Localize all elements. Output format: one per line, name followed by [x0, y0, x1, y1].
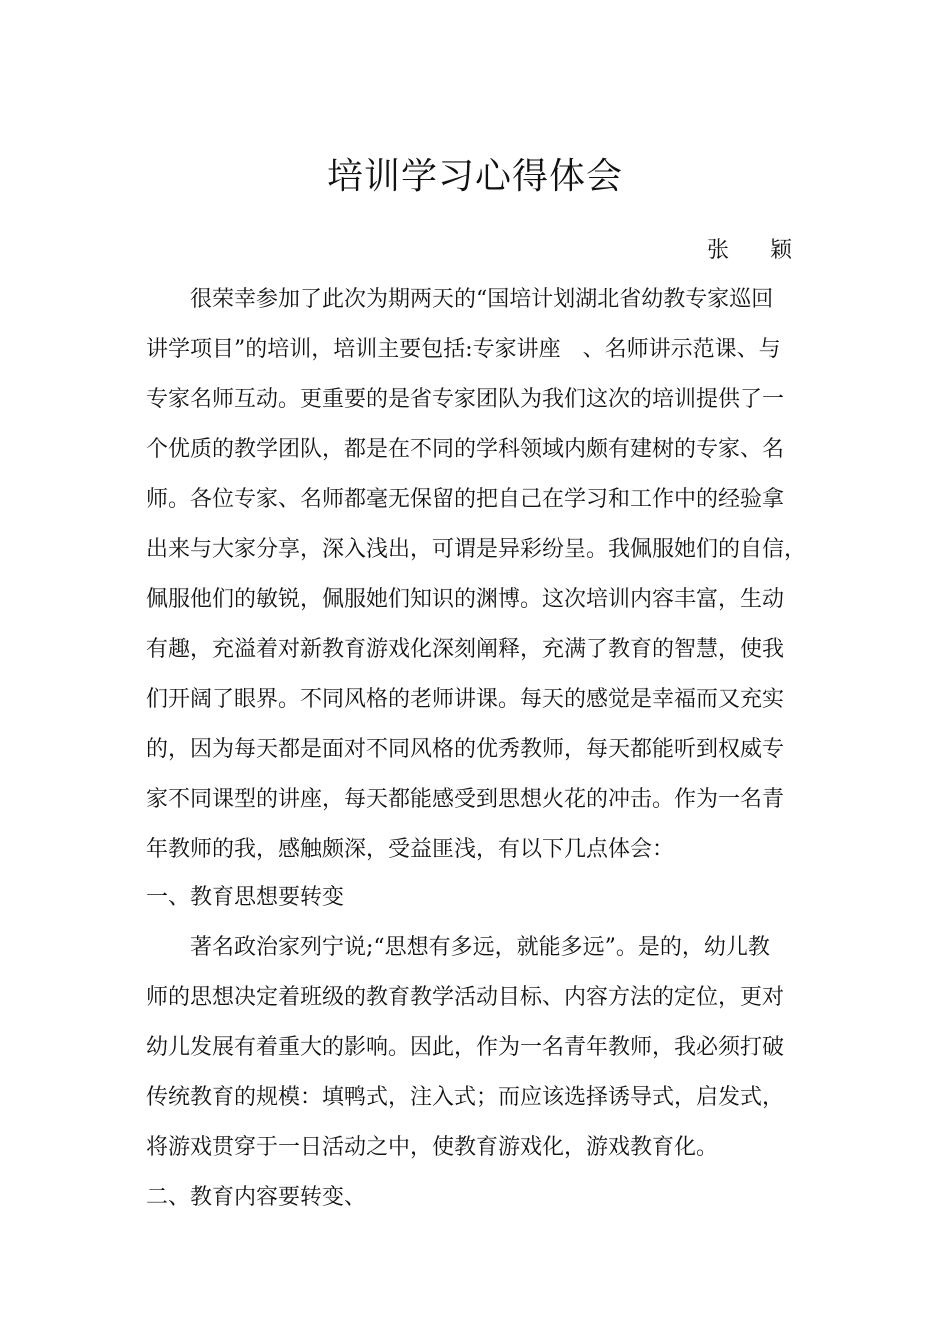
document-title: 培训学习心得体会: [326, 156, 623, 197]
paragraph-line: 著名政治家列宁说;“思想有多远，就能多远”。是的，幼儿教: [146, 935, 770, 960]
paragraph-line: 很荣幸参加了此次为期两天的“国培计划湖北省幼教专家巡回: [146, 287, 774, 312]
paragraph-line: 专家名师互动。更重要的是省专家团队为我们这次的培训提供了一: [146, 387, 785, 412]
section-heading: 二、教育内容要转变、: [146, 1185, 367, 1210]
paragraph-line: 幼儿发展有着重大的影响。因此，作为一名青年教师，我必须打破: [146, 1035, 785, 1060]
paragraph-line: 师。各位专家、名师都毫无保留的把自己在学习和工作中的经验拿: [146, 487, 785, 512]
paragraph-line: 们开阔了眼界。不同风格的老师讲课。每天的感觉是幸福而又充实: [146, 687, 785, 712]
paragraph-line: 讲学项目”的培训，培训主要包括:专家讲座 、名师讲示范课、与: [146, 337, 781, 362]
paragraph-line: 出来与大家分享，深入浅出，可谓是异彩纷呈。我佩服她们的自信，: [146, 537, 807, 562]
author-name: 张 颖: [707, 238, 804, 263]
paragraph-line: 家不同课型的讲座，每天都能感受到思想火花的冲击。作为一名青: [146, 787, 785, 812]
paragraph-line: 将游戏贯穿于一日活动之中，使教育游戏化，游戏教育化。: [146, 1135, 719, 1160]
paragraph-line: 有趣，充溢着对新教育游戏化深刻阐释，充满了教育的智慧，使我: [146, 637, 785, 662]
paragraph-line: 个优质的教学团队，都是在不同的学科领域内颇有建树的专家、名: [146, 437, 785, 462]
paragraph-line: 年教师的我，感触颇深，受益匪浅，有以下几点体会：: [146, 837, 675, 862]
paragraph-line: 佩服他们的敏锐，佩服她们知识的渊博。这次培训内容丰富，生动: [146, 587, 785, 612]
paragraph-line: 师的思想决定着班级的教育教学活动目标、内容方法的定位，更对: [146, 985, 785, 1010]
paragraph-line: 传统教育的规模：填鸭式，注入式；而应该选择诱导式，启发式，: [146, 1085, 785, 1110]
paragraph-line: 的，因为每天都是面对不同风格的优秀教师，每天都能听到权威专: [146, 737, 785, 762]
section-heading: 一、教育思想要转变: [146, 885, 345, 910]
